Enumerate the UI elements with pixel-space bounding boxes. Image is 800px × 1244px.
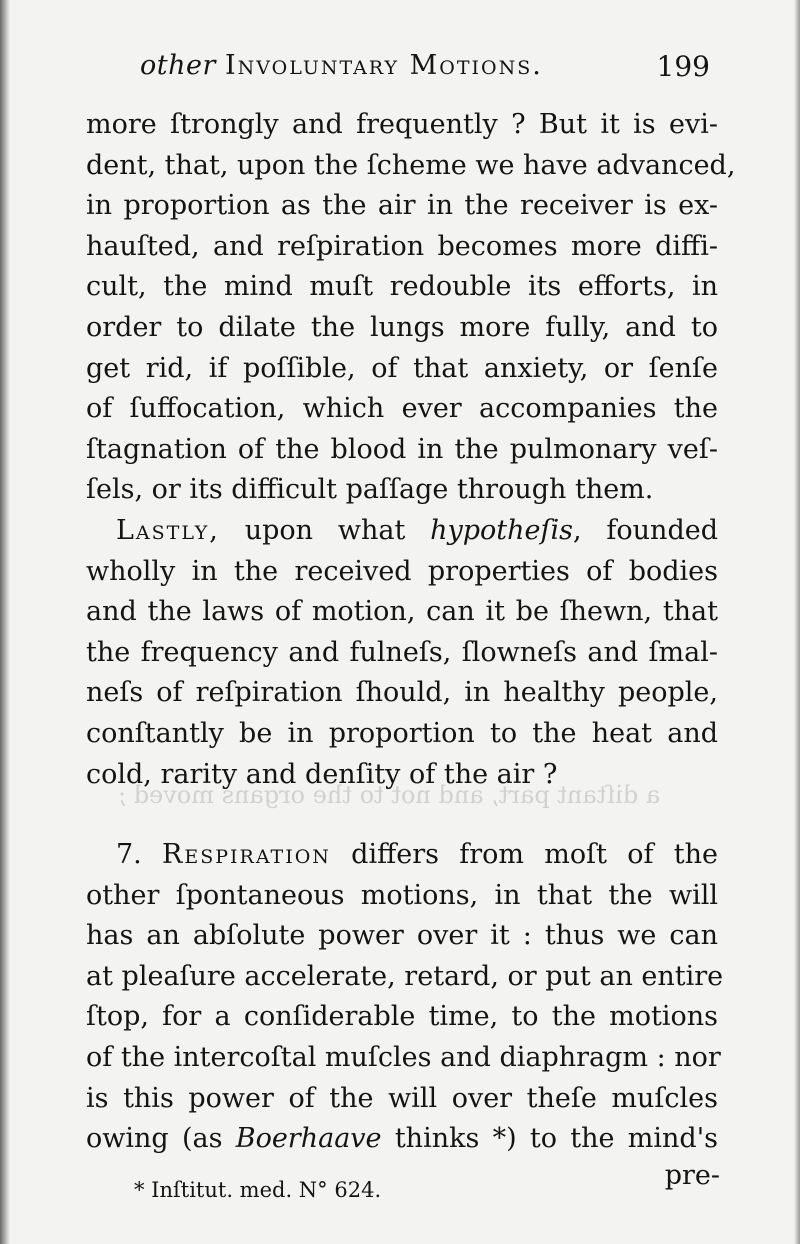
section-gap [86, 795, 718, 835]
text-line: of the intercoſtal muſcles and diaphragm : nor [86, 1042, 721, 1074]
running-head-title [140, 50, 543, 81]
text-line: in proportion as the air in the receiver is ex- [86, 190, 718, 222]
text-line: conſtantly be in proportion to the heat and [86, 717, 718, 749]
paragraph-2 [86, 511, 718, 795]
page-edge-shadow-left [0, 0, 10, 1244]
lastly-query-line: Lastly, upon what hypotheſis, founded [116, 514, 718, 546]
text-line: cold, rarity and denſity of the air ? [86, 758, 558, 790]
running-head-italic: other [140, 50, 216, 81]
text-line: hauſted, and reſpiration becomes more diffi- [86, 230, 718, 262]
text-line: has an abſolute power over it : thus we can [86, 920, 718, 952]
text-line [86, 511, 718, 552]
text-line: ſels, or its difficult paſſage through them. [86, 474, 654, 506]
footnote: * Inſtitut. med. N° 624. [134, 1178, 382, 1202]
paragraph-1 [86, 105, 736, 511]
text-line: of ſuffocation, which ever accompanies the [86, 393, 718, 425]
text-line: cult, the mind muſt redouble its efforts, in [86, 271, 718, 303]
text-line [86, 1119, 718, 1160]
running-head [140, 50, 710, 90]
text-line: other ſpontaneous motions, in that the will [86, 879, 718, 911]
text-line: at pleaſure accelerate, retard, or put an entire [86, 960, 724, 992]
paragraph-3 [86, 835, 724, 1160]
text-line: get rid, if poſſible, of that anxiety, or ſenſe [86, 352, 718, 384]
text-line: ſtagnation of the blood in the pulmonary veſ- [86, 433, 718, 465]
running-head-smallcaps: Involuntary Motions. [224, 50, 543, 81]
page-body [86, 105, 736, 1160]
text-line: wholly in the received properties of bodies [86, 555, 718, 587]
bleed-through-text: a diſtant part, and not to the organs moved ; [118, 781, 661, 809]
page-edge-shadow-right [794, 0, 800, 1244]
boerhaave-line: owing (as Boerhaave thinks *) to the mind's [86, 1123, 718, 1155]
text-line: is this power of the will over theſe muſcles [86, 1082, 718, 1114]
page-number: 199 [656, 50, 710, 83]
text-line: dent, that, upon the ſcheme we have advanced, [86, 149, 736, 181]
text-line: neſs of reſpiration ſhould, in healthy people, [86, 677, 718, 709]
text-line: order to dilate the lungs more fully, and to [86, 311, 718, 343]
text-line: ſtop, for a conſiderable time, to the motions [86, 1001, 718, 1033]
text-line: more ſtrongly and frequently ? But it is evi- [86, 109, 718, 140]
text-line: the frequency and fulneſs, ſlowneſs and ſmal- [86, 636, 718, 668]
text-line: 7. Respiration differs from moſt of the [116, 839, 718, 871]
catchword: pre- [664, 1160, 720, 1191]
text-line: and the laws of motion, can it be ſhewn, that [86, 596, 718, 628]
